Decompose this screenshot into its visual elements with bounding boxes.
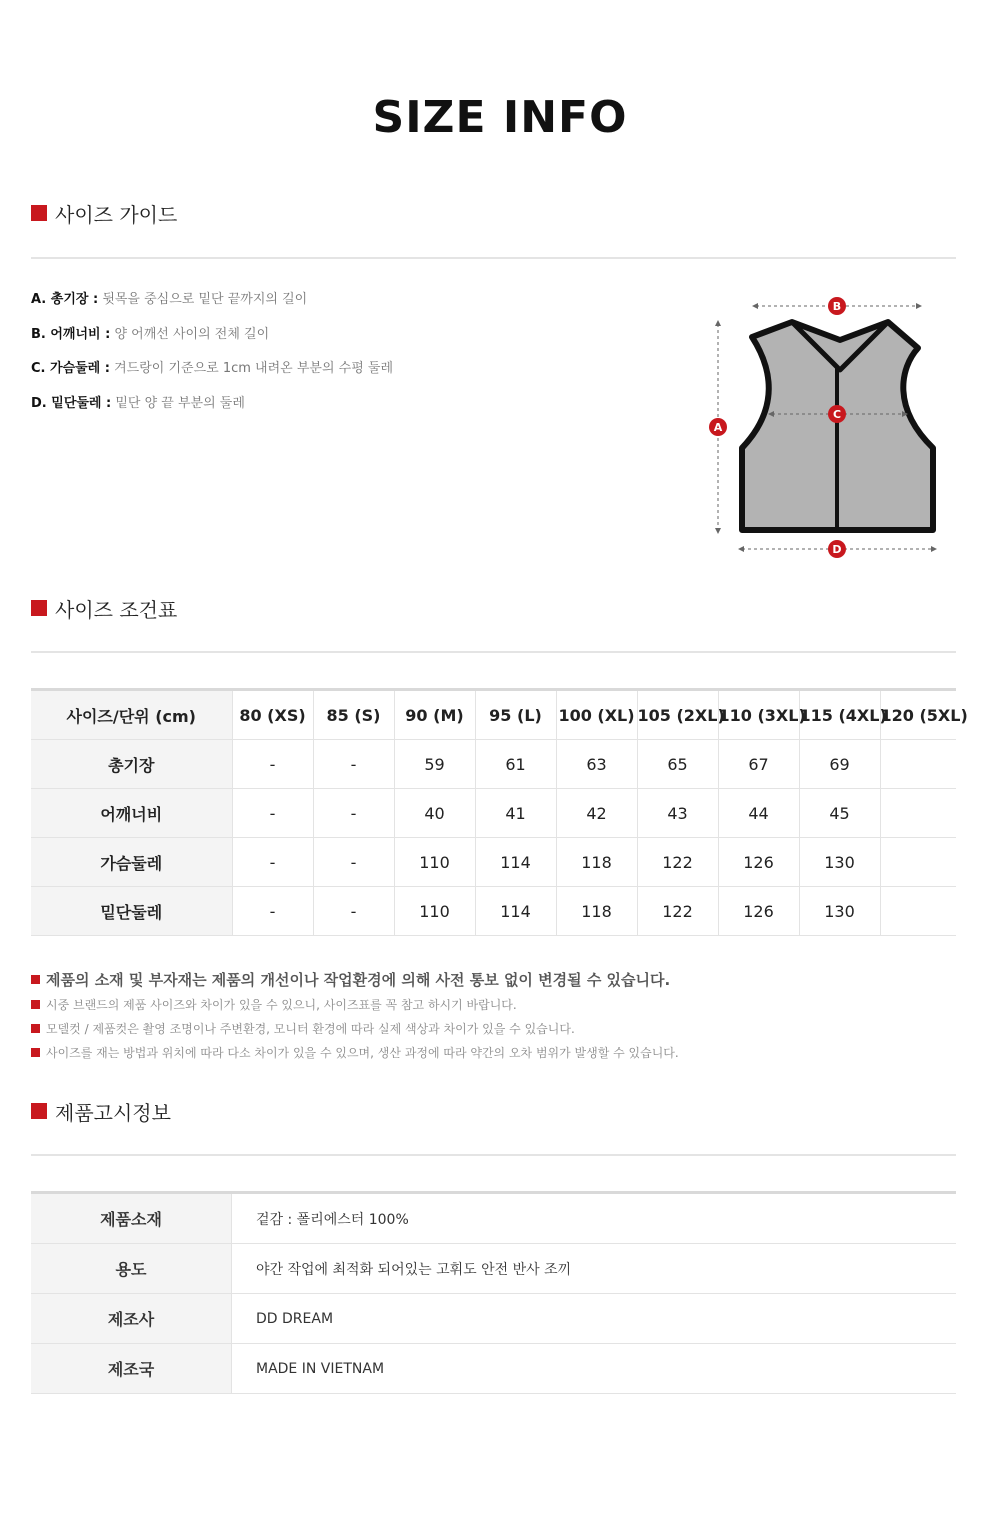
- guide-key: C. 가슴둘레 :: [31, 361, 110, 376]
- marker-label: D: [832, 543, 842, 556]
- table-cell: 59: [394, 740, 475, 789]
- row-label: 밑단둘레: [31, 887, 232, 936]
- vest-diagram-svg: [700, 290, 960, 565]
- guide-desc: 밑단 양 끝 부분의 둘레: [115, 395, 245, 411]
- guide-item-d: [31, 393, 393, 428]
- guide-key: D. 밑단둘레 :: [31, 395, 112, 411]
- table-header-cell: 115 (4XL): [799, 690, 880, 740]
- notice-list: [31, 966, 679, 1064]
- table-header-cell: 80 (XS): [232, 690, 313, 740]
- table-cell: -: [313, 887, 394, 936]
- table-header-cell: 90 (M): [394, 690, 475, 740]
- table-cell: [880, 838, 956, 887]
- table-cell: 122: [637, 838, 718, 887]
- table-cell: -: [232, 789, 313, 838]
- table-cell: 41: [475, 789, 556, 838]
- page-title: SIZE INFO: [372, 92, 628, 143]
- marker-label: A: [713, 421, 723, 434]
- arrow-head-icon: [738, 546, 744, 552]
- table-cell: -: [232, 887, 313, 936]
- marker-c: [828, 405, 846, 423]
- table-cell: 43: [637, 789, 718, 838]
- info-label: 제조국: [31, 1344, 232, 1394]
- table-header-cell: 110 (3XL): [718, 690, 799, 740]
- table-cell: 126: [718, 887, 799, 936]
- section-heading-size-guide: [31, 199, 177, 227]
- notice-text: 제품의 소재 및 부자재는 제품의 개선이나 작업환경에 의해 사전 통보 없이 변경될 수 있습니다.: [46, 970, 671, 989]
- product-info-table: [31, 1191, 956, 1394]
- table-cell: [880, 887, 956, 936]
- notice-item: [31, 1016, 679, 1040]
- marker-label: B: [832, 300, 842, 313]
- table-row: [31, 789, 956, 838]
- table-header-row: [31, 690, 956, 740]
- red-square-icon: [31, 1024, 40, 1033]
- table-cell: [880, 789, 956, 838]
- table-header-cell: 105 (2XL): [637, 690, 718, 740]
- arrow-head-icon: [715, 320, 721, 326]
- arrow-head-icon: [931, 546, 937, 552]
- table-row: [31, 740, 956, 789]
- table-cell: 40: [394, 789, 475, 838]
- table-row: [31, 1294, 956, 1344]
- section-title: 사이즈 가이드: [55, 202, 178, 227]
- table-row: [31, 1344, 956, 1394]
- table-cell: 110: [394, 887, 475, 936]
- table-cell: 122: [637, 887, 718, 936]
- red-square-icon: [31, 1103, 47, 1119]
- divider: [31, 257, 956, 259]
- guide-key: B. 어깨너비 :: [31, 326, 111, 342]
- measurement-guide-list: [31, 289, 393, 427]
- guide-item-c: [31, 358, 393, 393]
- table-cell: -: [313, 789, 394, 838]
- notice-item-main: [31, 966, 679, 992]
- notice-item: [31, 992, 679, 1016]
- notice-text: 모델컷 / 제품컷은 촬영 조명이나 주변환경, 모니터 환경에 따라 실제 색상과 차이가 있을 수 있습니다.: [46, 1021, 575, 1036]
- table-row: [31, 1193, 956, 1244]
- vest-measurement-diagram: [700, 290, 960, 565]
- info-value: 겉감 : 폴리에스터 100%: [232, 1193, 957, 1244]
- table-cell: -: [313, 740, 394, 789]
- notice-text: 사이즈를 재는 방법과 위치에 따라 다소 차이가 있을 수 있으며, 생산 과정에 따라 약간의 오차 범위가 발생할 수 있습니다.: [46, 1045, 679, 1060]
- size-table: [31, 688, 968, 936]
- info-value: MADE IN VIETNAM: [232, 1344, 957, 1394]
- table-row: [31, 887, 956, 936]
- red-square-icon: [31, 975, 40, 984]
- guide-item-b: [31, 324, 393, 359]
- table-cell: -: [232, 838, 313, 887]
- guide-desc: 양 어깨선 사이의 전체 길이: [114, 326, 270, 342]
- table-cell: 42: [556, 789, 637, 838]
- table-header-cell: 120 (5XL): [880, 690, 956, 740]
- red-square-icon: [31, 205, 47, 221]
- table-row: [31, 1244, 956, 1294]
- table-header-cell: 사이즈/단위 (cm): [31, 690, 232, 740]
- table-cell: 110: [394, 838, 475, 887]
- guide-item-a: [31, 289, 393, 324]
- divider: [31, 651, 956, 653]
- info-value: 야간 작업에 최적화 되어있는 고휘도 안전 반사 조끼: [232, 1244, 957, 1294]
- section-heading-product-info: [31, 1097, 171, 1125]
- arrow-head-icon: [715, 528, 721, 534]
- divider: [31, 1154, 956, 1156]
- info-label: 제조사: [31, 1294, 232, 1344]
- red-square-icon: [31, 600, 47, 616]
- notice-text: 시중 브랜드의 제품 사이즈와 차이가 있을 수 있으니, 사이즈표를 꼭 참고 하시기 바랍니다.: [46, 997, 517, 1012]
- table-cell: 114: [475, 887, 556, 936]
- table-header-cell: 100 (XL): [556, 690, 637, 740]
- table-cell: 65: [637, 740, 718, 789]
- arrow-head-icon: [916, 303, 922, 309]
- info-label: 제품소재: [31, 1193, 232, 1244]
- table-cell: 69: [799, 740, 880, 789]
- table-cell: 130: [799, 838, 880, 887]
- table-header-cell: 95 (L): [475, 690, 556, 740]
- marker-label: C: [832, 408, 842, 421]
- table-cell: 61: [475, 740, 556, 789]
- guide-key: A. 총기장 :: [31, 292, 99, 307]
- table-cell: 130: [799, 887, 880, 936]
- section-title: 사이즈 조건표: [55, 597, 178, 622]
- table-cell: 67: [718, 740, 799, 789]
- table-header-cell: 85 (S): [313, 690, 394, 740]
- table-cell: -: [232, 740, 313, 789]
- table-cell: 45: [799, 789, 880, 838]
- notice-item: [31, 1040, 679, 1064]
- red-square-icon: [31, 1048, 40, 1057]
- table-cell: 126: [718, 838, 799, 887]
- row-label: 총기장: [31, 740, 232, 789]
- guide-desc: 뒷목을 중심으로 밑단 끝까지의 길이: [102, 292, 308, 307]
- marker-d: [828, 540, 846, 558]
- section-heading-size-table: [31, 594, 177, 622]
- red-square-icon: [31, 1000, 40, 1009]
- marker-a: [709, 418, 727, 436]
- info-value: DD DREAM: [232, 1294, 957, 1344]
- table-cell: 118: [556, 838, 637, 887]
- arrow-head-icon: [752, 303, 758, 309]
- info-label: 용도: [31, 1244, 232, 1294]
- table-row: [31, 838, 956, 887]
- table-cell: 114: [475, 838, 556, 887]
- table-cell: 44: [718, 789, 799, 838]
- section-title: 제품고시정보: [55, 1100, 171, 1125]
- row-label: 어깨너비: [31, 789, 232, 838]
- guide-desc: 겨드랑이 기준으로 1cm 내려온 부분의 수평 둘레: [114, 361, 394, 376]
- table-cell: 118: [556, 887, 637, 936]
- row-label: 가슴둘레: [31, 838, 232, 887]
- table-cell: 63: [556, 740, 637, 789]
- table-cell: -: [313, 838, 394, 887]
- marker-b: [828, 297, 846, 315]
- table-cell: [880, 740, 956, 789]
